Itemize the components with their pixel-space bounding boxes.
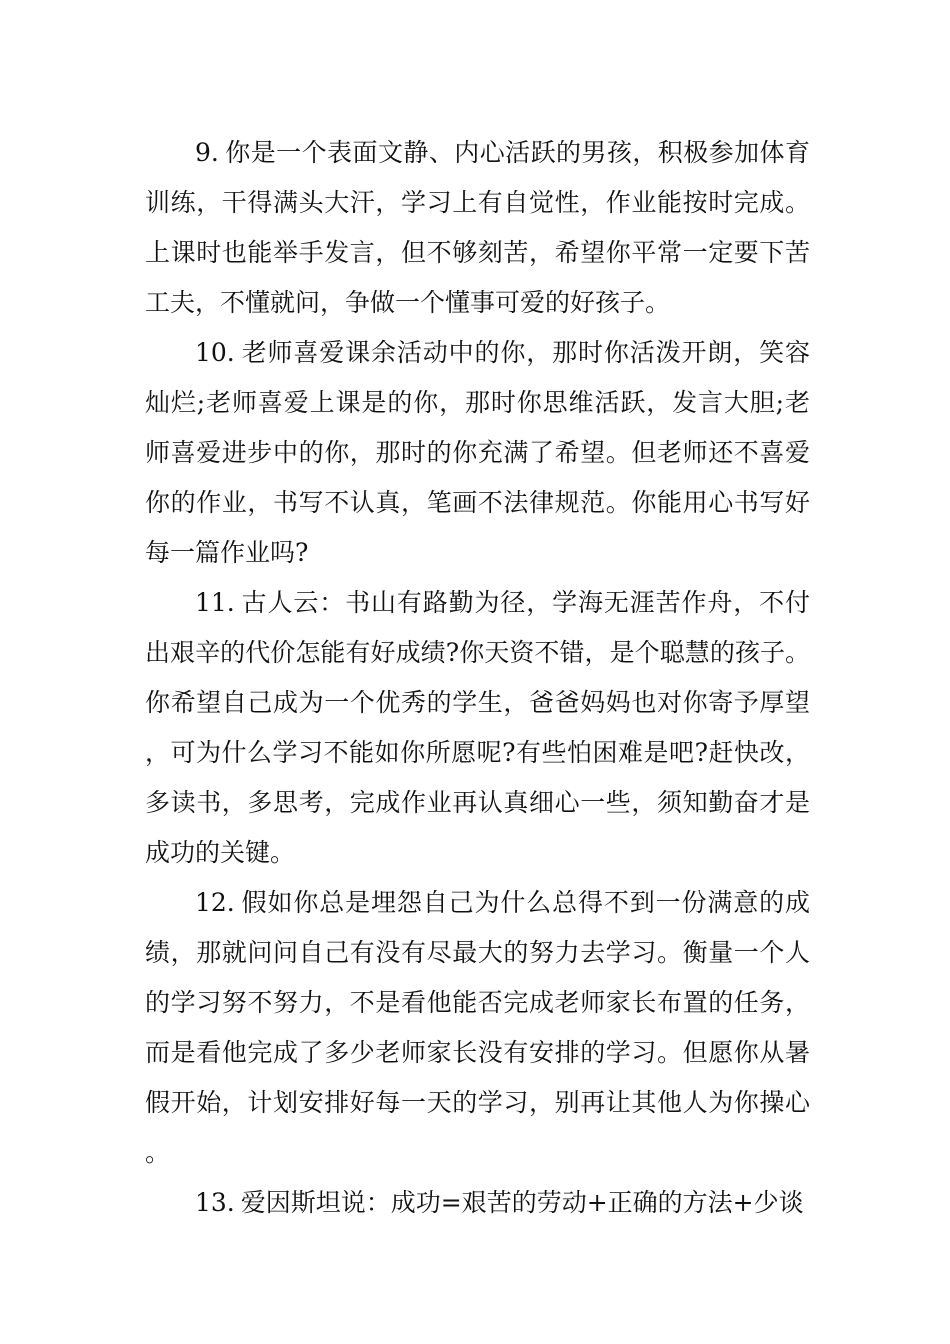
paragraph-number: 9. bbox=[195, 138, 219, 167]
paragraph-number: 13. bbox=[195, 1188, 235, 1217]
paragraph-text: 古人云：书山有路勤为径，学海无涯苦作舟，不付出艰辛的代价怎能有好成绩?你天资不错，是个聪慧的孩子。你希望自己成为一个优秀的学生，爸爸妈妈也对你寄予厚望，可为什么学习不能如你所愿呢?有些怕困难是吧?赶快改，多读书，多思考，完成作业再认真细心一些，须知勤奋才是成功的关键。 bbox=[145, 588, 810, 867]
paragraph-12 bbox=[145, 878, 810, 1178]
paragraph-text: 爱因斯坦说：成功=艰苦的劳动+正确的方法+少谈 bbox=[240, 1188, 804, 1217]
paragraph-text: 假如你总是埋怨自己为什么总得不到一份满意的成绩，那就问问自己有没有尽最大的努力去学习。衡量一个人的学习努不努力，不是看他能否完成老师家长布置的任务，而是看他完成了多少老师家长没有安排的学习。但愿你从暑假开始，计划安排好每一天的学习，别再让其他人为你操心。 bbox=[145, 888, 810, 1167]
document-body bbox=[145, 128, 810, 1228]
paragraph-number: 10. bbox=[195, 338, 235, 367]
paragraph-text: 你是一个表面文静、内心活跃的男孩，积极参加体育训练，干得满头大汗，学习上有自觉性，作业能按时完成。上课时也能举手发言，但不够刻苦，希望你平常一定要下苦工夫，不懂就问，争做一个懂事可爱的好孩子。 bbox=[145, 138, 810, 317]
paragraph-number: 11. bbox=[195, 588, 235, 617]
paragraph-11 bbox=[145, 578, 810, 878]
paragraph-text: 老师喜爱课余活动中的你，那时你活泼开朗，笑容灿烂;老师喜爱上课是的你，那时你思维活跃，发言大胆;老师喜爱进步中的你，那时的你充满了希望。但老师还不喜爱你的作业，书写不认真，笔画不法律规范。你能用心书写好每一篇作业吗? bbox=[145, 338, 810, 567]
paragraph-9 bbox=[145, 128, 810, 328]
paragraph-number: 12. bbox=[195, 888, 235, 917]
paragraph-10 bbox=[145, 328, 810, 578]
paragraph-13 bbox=[145, 1178, 810, 1228]
